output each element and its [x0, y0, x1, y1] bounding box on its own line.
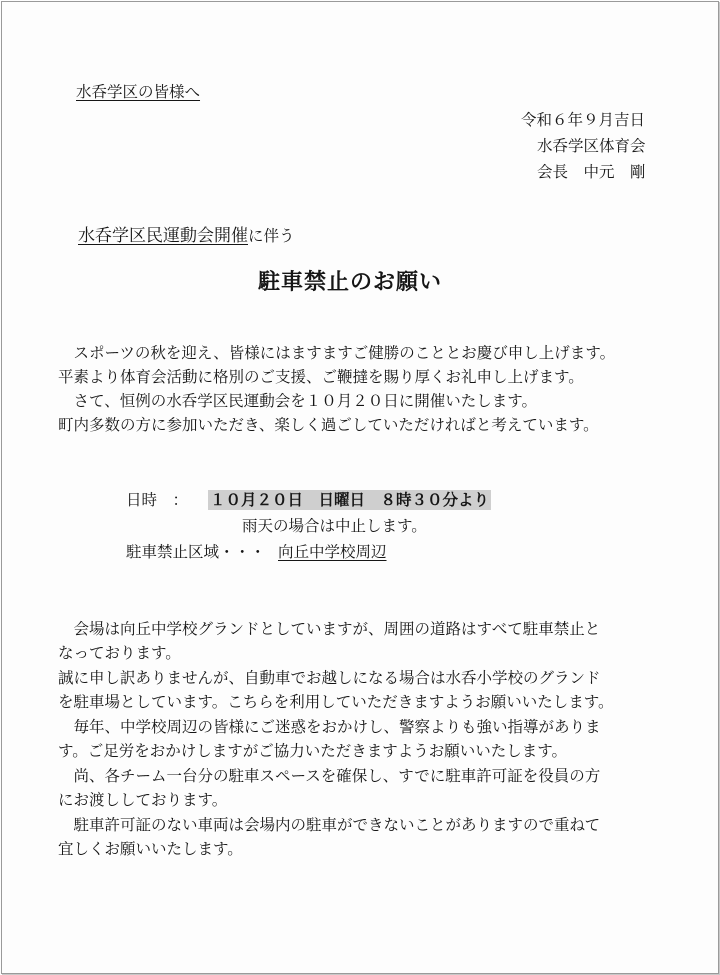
intro-line: 町内多数の方に参加いただき、楽しく過ごしていただければと考えています。 — [58, 416, 599, 434]
subtitle-main: 水呑学区民運動会開催 — [78, 226, 248, 246]
document-title: 駐車禁止のお願い — [258, 269, 443, 295]
sender-org: 水呑学区体育会 — [537, 137, 646, 155]
intro-line: スポーツの秋を迎え、皆様にはますますご健勝のこととお慶び申し上げます。 — [58, 344, 616, 362]
body-line: 宜しくお願いいたします。 — [58, 840, 243, 858]
body-line: にお渡ししております。 — [58, 791, 228, 809]
datetime-label: 日時 ： — [126, 491, 189, 509]
intro-line: 平素より体育会活動に格別のご支援、ご鞭撻を賜り厚くお礼申し上げます。 — [58, 368, 584, 386]
sender-name: 会長 中元 剛 — [537, 163, 646, 181]
body-line: 駐車許可証のない車両は会場内の駐車ができないことがありますので重ねて — [58, 816, 601, 834]
rain-note: 雨天の場合は中止します。 — [242, 517, 427, 535]
body-line: 誠に申し訳ありませんが、自動車でお越しになる場合は水呑小学校のグランド — [58, 669, 601, 687]
subtitle — [78, 226, 295, 246]
body-line: 毎年、中学校周辺の皆様にご迷惑をおかけし、警察よりも強い指導がありま — [58, 718, 601, 736]
body-line: す。ご足労をおかけしますがご協力いただきますようお願いいたします。 — [58, 742, 568, 760]
body-line: なっております。 — [58, 644, 181, 662]
intro-line: さて、恒例の水呑学区民運動会を１０月２０日に開催いたします。 — [58, 392, 537, 410]
addressee: 水呑学区の皆様へ — [76, 83, 201, 101]
body-line: 尚、各チーム一台分の駐車スペースを確保し、すでに駐車許可証を役員の方 — [58, 767, 601, 785]
body-line: 会場は向丘中学校グランドとしていますが、周囲の道路はすべて駐車禁止と — [58, 620, 601, 638]
body-line: を駐車場としています。こちらを利用していただきますようお願いいたします。 — [58, 693, 614, 711]
datetime-value: １０月２０日 日曜日 ８時３０分より — [210, 490, 490, 509]
issue-date: 令和６年９月吉日 — [521, 111, 646, 129]
area-value: 向丘中学校周辺 — [278, 543, 387, 561]
area-label: 駐車禁止区域・・・ — [126, 543, 266, 561]
subtitle-suffix: に伴う — [248, 227, 295, 245]
